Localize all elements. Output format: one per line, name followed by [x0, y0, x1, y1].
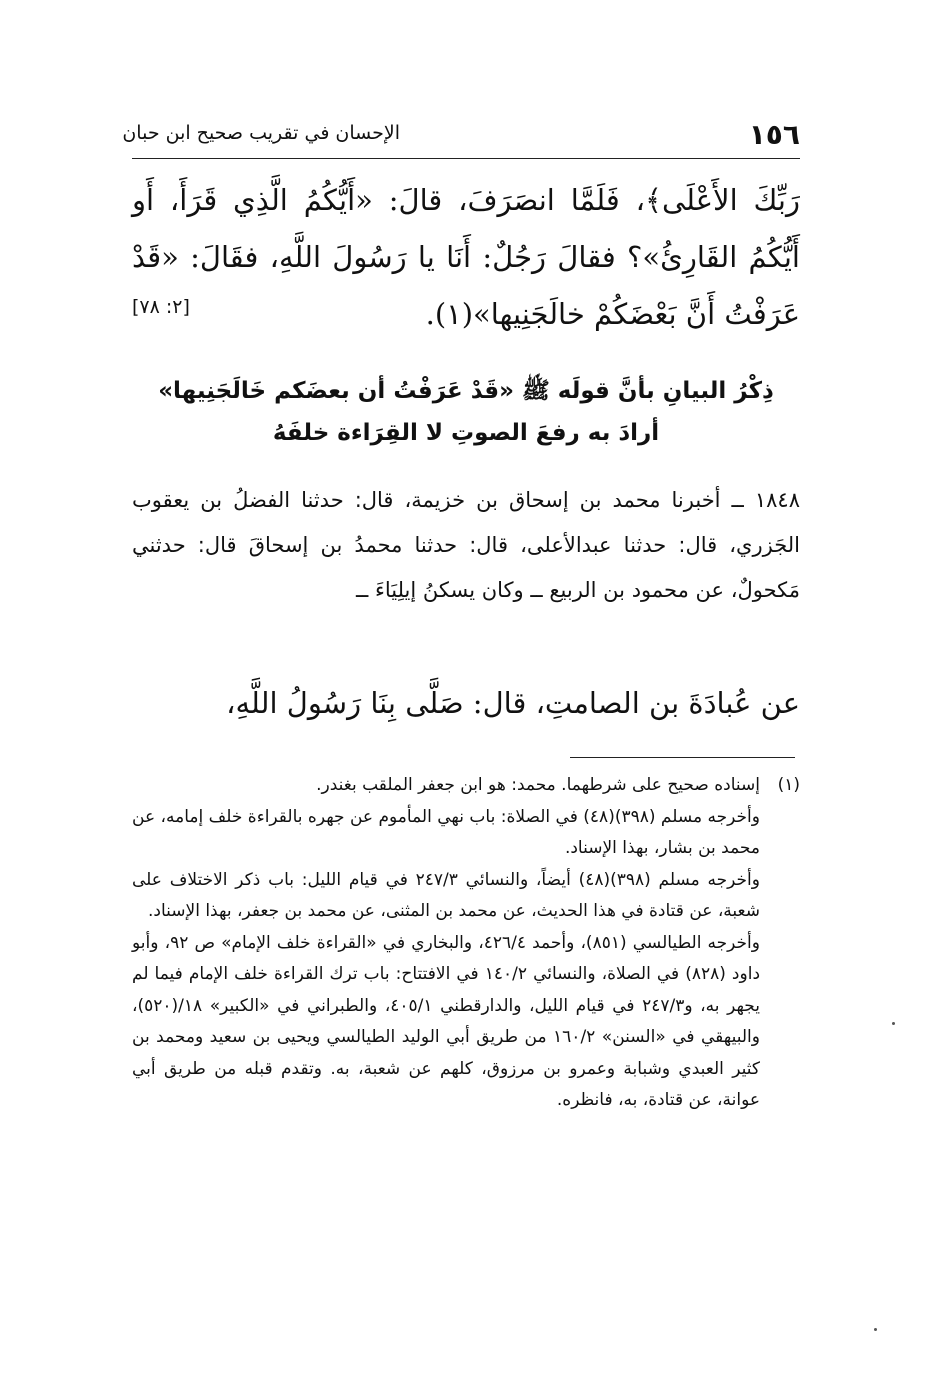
footnote-text: إسناده صحيح على شرطهما. محمد: هو ابن جعفر الملقب بغندر. [316, 775, 760, 795]
hadith-reference: [٢: ٧٨] [132, 296, 190, 318]
running-header [122, 118, 800, 158]
footnote-paragraph: وأخرجه مسلم (٣٩٨)(٤٨) في الصلاة: باب نهي المأموم عن جهره بالقراءة خلف إمامه، عن محمد بن بشار، بهذا الإسناد. [132, 806, 760, 858]
header-divider [132, 158, 800, 159]
footnote-paragraph: وأخرجه مسلم (٣٩٨)(٤٨) أيضاً، والنسائي ٢٤٧/٣ في قيام الليل: باب ذكر الاختلاف على شعبة، عن قتادة في هذا الحديث، عن محمد بن المثنى، عن محمد بن جعفر، بهذا الإسناد. [132, 869, 760, 921]
footnote-divider [570, 757, 795, 758]
footnote-1 [132, 770, 800, 802]
chapter-heading [132, 370, 800, 454]
scan-speck [892, 1022, 895, 1025]
hadith-isnad: ١٨٤٨ ــ أخبرنا محمد بن إسحاق بن خزيمة، قال: حدثنا الفضلُ بن يعقوب الجَزري، قال: حدثنا عبدالأعلى، قال: حدثنا محمدُ بن إسحاقَ قال: حدثني مَكحولٌ، عن محمود بن الربيع ــ وكان يسكنُ إيلِيَاءَ ــ [132, 488, 800, 602]
book-title: الإحسان في تقريب صحيح ابن حبان [122, 122, 400, 144]
chapter-heading-line-2: أرادَ به رفعَ الصوتِ لا القِرَاءة خلفَهُ [272, 420, 660, 446]
chapter-heading-line-1: ذِكْرُ البيانِ بأنَّ قولَه ﷺ «قَدْ عَرَفْتُ أن بعضَكم خَالَجَنِيها» [158, 378, 774, 404]
footnote-number: (١) [777, 775, 800, 795]
footnotes-section [132, 770, 800, 1117]
footnote-paragraph: وأخرجه الطيالسي (٨٥١)، وأحمد ٤٢٦/٤، والبخاري في «القراءة خلف الإمام» ص ٩٢، وأبو داود (٨٢٨) في الصلاة، والنسائي ١٤٠/٢ في الافتتاح: باب ترك القراءة خلف الإمام فيما لم يجهر به، و٢٤٧/٣ في قيام الليل، والدارقطني ٤٠٥/١، والطبراني في «الكبير» ١٨/(٥٢٠)، والبيهقي في «السنن» ١٦٠/٢ من طريق أبي الوليد الطيالسي ويحيى بن سعيد ومحمد بن كثير العبدي وشبابة وعمرو بن مرزوق، كلهم عن شعبة، به. وتقدم قبله من طريق أبي عوانة، عن قتادة، به، فانظره. [132, 932, 761, 1110]
page-number: ١٥٦ [748, 118, 800, 151]
hadith-continuation-text: رَبِّكَ الأَعْلَى﴾، فَلَمَّا انصَرَفَ، قالَ: «أَيُّكُمُ الَّذِي قَرَأَ، أَو أَيُّكُمُ القَارِئُ»؟ فقالَ رَجُلٌ: أَنَا يا رَسُولَ اللَّهِ، فقَالَ: «قَدْ عَرَفْتُ أَنَّ بَعْضَكُمْ خالَجَنِيها»(١). [132, 183, 800, 331]
hadith-matn: عن عُبادَةَ بن الصامتِ، قال: صَلَّى بِنَا رَسُولُ اللَّهِ، [226, 686, 800, 720]
scan-speck [874, 1328, 877, 1331]
